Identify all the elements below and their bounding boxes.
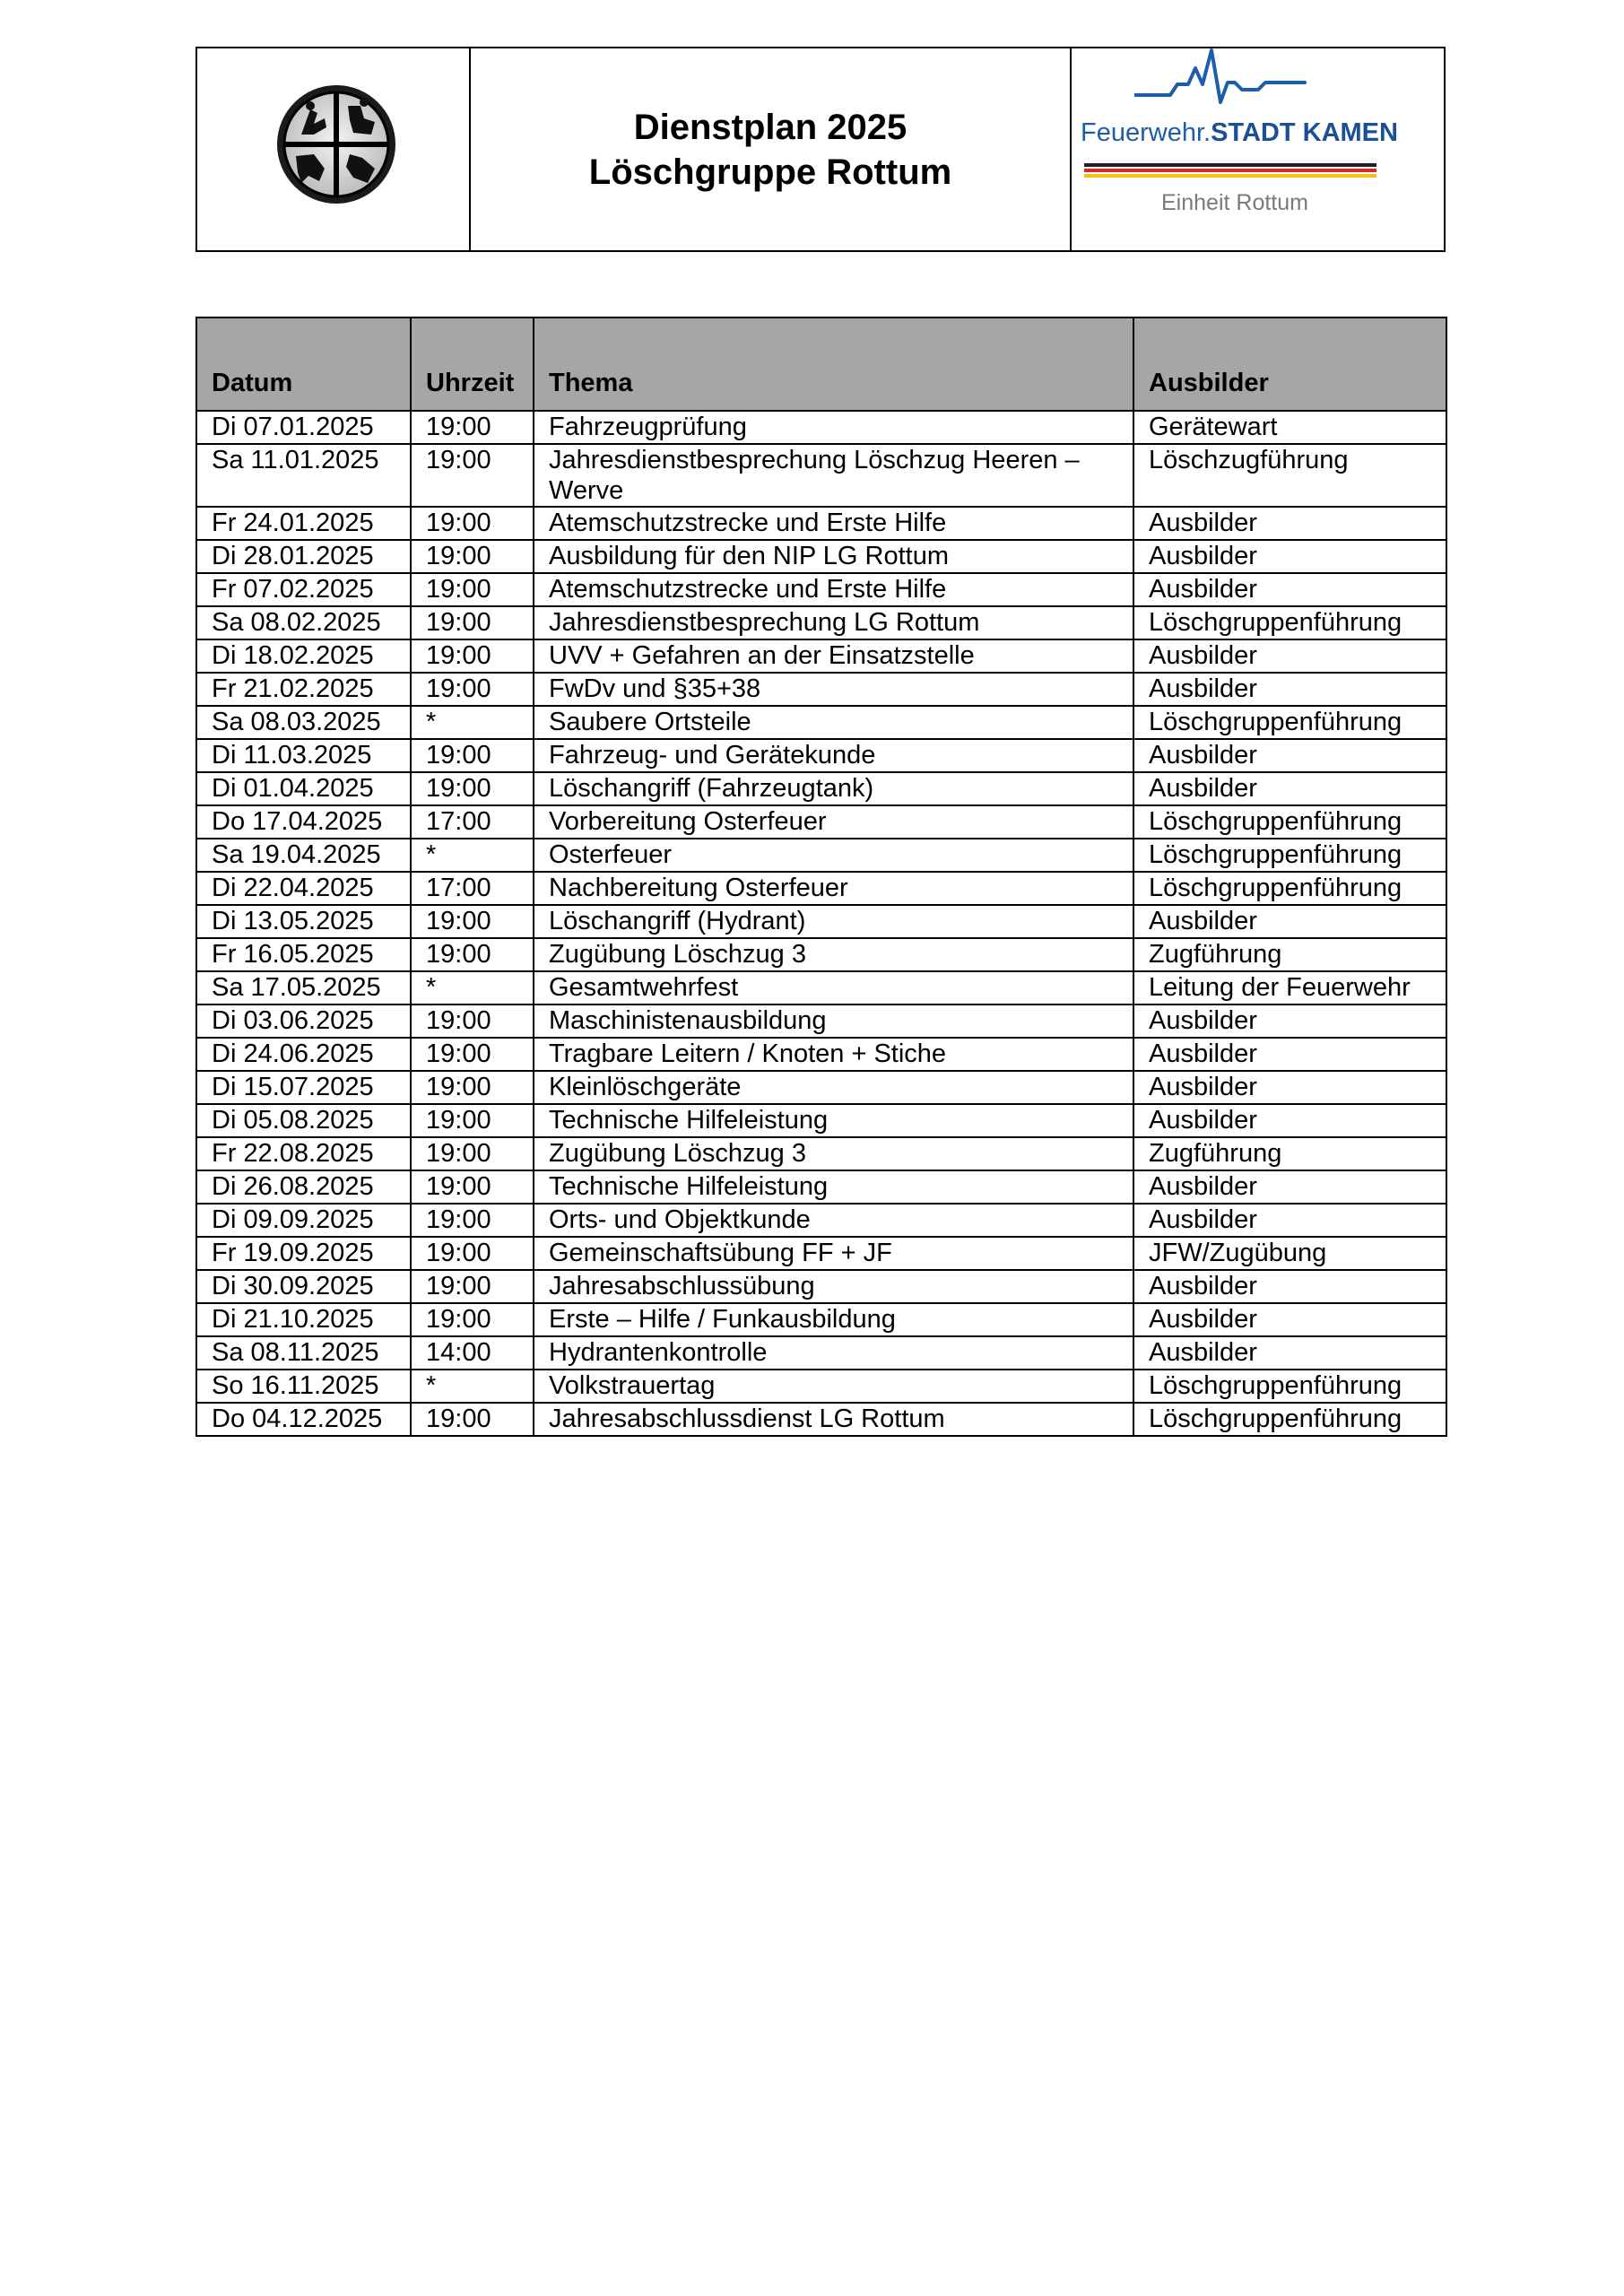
table-row bbox=[196, 772, 1446, 805]
cell-date: Di 22.04.2025 bbox=[196, 872, 411, 905]
table-row bbox=[196, 1137, 1446, 1170]
cell-date: Di 28.01.2025 bbox=[196, 540, 411, 573]
cell-trainer: Ausbilder bbox=[1133, 1038, 1446, 1071]
cell-topic: Tragbare Leitern / Knoten + Stiche bbox=[534, 1038, 1133, 1071]
table-row bbox=[196, 1104, 1446, 1137]
cell-time: 19:00 bbox=[411, 938, 534, 971]
cell-date: Di 18.02.2025 bbox=[196, 639, 411, 673]
cell-topic: Zugübung Löschzug 3 bbox=[534, 1137, 1133, 1170]
table-row bbox=[196, 444, 1446, 507]
table-row bbox=[196, 971, 1446, 1004]
cell-topic: Orts- und Objektkunde bbox=[534, 1204, 1133, 1237]
table-row bbox=[196, 1336, 1446, 1370]
cell-trainer: Ausbilder bbox=[1133, 1270, 1446, 1303]
table-row bbox=[196, 839, 1446, 872]
table-row bbox=[196, 673, 1446, 706]
column-header-trainer: Ausbilder bbox=[1133, 317, 1446, 411]
cell-topic: Maschinistenausbildung bbox=[534, 1004, 1133, 1038]
cell-time: * bbox=[411, 1370, 534, 1403]
fire-brigade-emblem-icon bbox=[274, 83, 398, 206]
table-row bbox=[196, 739, 1446, 772]
brand-logo bbox=[1072, 48, 1444, 250]
cell-trainer: Löschgruppenführung bbox=[1133, 1403, 1446, 1436]
cell-time: 19:00 bbox=[411, 1104, 534, 1137]
cell-date: Sa 17.05.2025 bbox=[196, 971, 411, 1004]
cell-topic: FwDv und §35+38 bbox=[534, 673, 1133, 706]
cell-date: Fr 21.02.2025 bbox=[196, 673, 411, 706]
cell-trainer: Leitung der Feuerwehr bbox=[1133, 971, 1446, 1004]
table-row bbox=[196, 606, 1446, 639]
cell-date: Sa 08.03.2025 bbox=[196, 706, 411, 739]
cell-trainer: Ausbilder bbox=[1133, 1004, 1446, 1038]
cell-trainer: Löschgruppenführung bbox=[1133, 1370, 1446, 1403]
cell-date: Fr 22.08.2025 bbox=[196, 1137, 411, 1170]
cell-trainer: Löschgruppenführung bbox=[1133, 805, 1446, 839]
table-row bbox=[196, 573, 1446, 606]
cell-date: Di 21.10.2025 bbox=[196, 1303, 411, 1336]
document-title: Dienstplan 2025 bbox=[633, 107, 908, 147]
table-row bbox=[196, 411, 1446, 444]
stripe-black bbox=[1084, 163, 1376, 167]
logo-unit-label: Einheit Rottum bbox=[1161, 190, 1308, 215]
cell-topic: Jahresdienstbesprechung LG Rottum bbox=[534, 606, 1133, 639]
emblem-cell bbox=[197, 48, 471, 250]
cell-time: 19:00 bbox=[411, 1270, 534, 1303]
cell-time: 19:00 bbox=[411, 606, 534, 639]
skyline-heartbeat-icon bbox=[1134, 48, 1368, 111]
logo-color-stripes bbox=[1084, 163, 1376, 176]
cell-date: Di 03.06.2025 bbox=[196, 1004, 411, 1038]
cell-trainer: Zugführung bbox=[1133, 938, 1446, 971]
cell-time: 19:00 bbox=[411, 739, 534, 772]
cell-time: 19:00 bbox=[411, 1237, 534, 1270]
cell-topic: Jahresabschlussdienst LG Rottum bbox=[534, 1403, 1133, 1436]
cell-date: Di 05.08.2025 bbox=[196, 1104, 411, 1137]
cell-date: Di 15.07.2025 bbox=[196, 1071, 411, 1104]
cell-topic: Löschangriff (Hydrant) bbox=[534, 905, 1133, 938]
logo-wordmark-strong: STADT KAMEN bbox=[1211, 118, 1398, 147]
cell-time: 19:00 bbox=[411, 540, 534, 573]
cell-time: 19:00 bbox=[411, 772, 534, 805]
cell-time: 19:00 bbox=[411, 1004, 534, 1038]
cell-trainer: Ausbilder bbox=[1133, 639, 1446, 673]
table-row bbox=[196, 1370, 1446, 1403]
cell-date: Do 17.04.2025 bbox=[196, 805, 411, 839]
table-row bbox=[196, 706, 1446, 739]
cell-topic: Gesamtwehrfest bbox=[534, 971, 1133, 1004]
table-row bbox=[196, 1071, 1446, 1104]
cell-trainer: Ausbilder bbox=[1133, 673, 1446, 706]
cell-topic: Technische Hilfeleistung bbox=[534, 1104, 1133, 1137]
cell-trainer: Löschzugführung bbox=[1133, 444, 1446, 507]
cell-topic: Ausbildung für den NIP LG Rottum bbox=[534, 540, 1133, 573]
column-header-topic: Thema bbox=[534, 317, 1133, 411]
cell-trainer: Ausbilder bbox=[1133, 540, 1446, 573]
cell-time: 19:00 bbox=[411, 411, 534, 444]
cell-date: So 16.11.2025 bbox=[196, 1370, 411, 1403]
cell-date: Di 11.03.2025 bbox=[196, 739, 411, 772]
cell-trainer: Ausbilder bbox=[1133, 573, 1446, 606]
table-row bbox=[196, 1270, 1446, 1303]
table-row bbox=[196, 1403, 1446, 1436]
cell-time: 19:00 bbox=[411, 1303, 534, 1336]
cell-trainer: Ausbilder bbox=[1133, 1336, 1446, 1370]
cell-trainer: Ausbilder bbox=[1133, 1303, 1446, 1336]
cell-topic: Jahresdienstbesprechung Löschzug Heeren – Werve bbox=[534, 444, 1133, 507]
cell-trainer: Löschgruppenführung bbox=[1133, 706, 1446, 739]
cell-date: Fr 19.09.2025 bbox=[196, 1237, 411, 1270]
cell-date: Do 04.12.2025 bbox=[196, 1403, 411, 1436]
document-subtitle: Löschgruppe Rottum bbox=[588, 152, 952, 192]
cell-trainer: Löschgruppenführung bbox=[1133, 872, 1446, 905]
cell-topic: Kleinlöschgeräte bbox=[534, 1071, 1133, 1104]
cell-date: Fr 16.05.2025 bbox=[196, 938, 411, 971]
logo-wordmark-prefix: Feuerwehr. bbox=[1081, 118, 1211, 147]
cell-time: 19:00 bbox=[411, 1038, 534, 1071]
table-header-row bbox=[196, 317, 1446, 411]
cell-topic: Volkstrauertag bbox=[534, 1370, 1133, 1403]
cell-time: 19:00 bbox=[411, 1170, 534, 1204]
cell-date: Sa 19.04.2025 bbox=[196, 839, 411, 872]
title-cell bbox=[471, 48, 1072, 250]
cell-trainer: JFW/Zugübung bbox=[1133, 1237, 1446, 1270]
cell-time: * bbox=[411, 971, 534, 1004]
logo-wordmark bbox=[1081, 118, 1439, 148]
cell-date: Di 26.08.2025 bbox=[196, 1170, 411, 1204]
cell-topic: Fahrzeug- und Gerätekunde bbox=[534, 739, 1133, 772]
cell-topic: Saubere Ortsteile bbox=[534, 706, 1133, 739]
cell-topic: Jahresabschlussübung bbox=[534, 1270, 1133, 1303]
table-row bbox=[196, 507, 1446, 540]
cell-time: 19:00 bbox=[411, 1137, 534, 1170]
cell-time: 19:00 bbox=[411, 444, 534, 507]
table-row bbox=[196, 1204, 1446, 1237]
cell-date: Di 30.09.2025 bbox=[196, 1270, 411, 1303]
cell-trainer: Ausbilder bbox=[1133, 905, 1446, 938]
schedule-table bbox=[195, 317, 1447, 1437]
cell-time: 19:00 bbox=[411, 639, 534, 673]
cell-trainer: Zugführung bbox=[1133, 1137, 1446, 1170]
table-row bbox=[196, 938, 1446, 971]
cell-topic: Nachbereitung Osterfeuer bbox=[534, 872, 1133, 905]
table-row bbox=[196, 872, 1446, 905]
cell-date: Fr 24.01.2025 bbox=[196, 507, 411, 540]
stripe-gold bbox=[1084, 174, 1376, 178]
cell-topic: Osterfeuer bbox=[534, 839, 1133, 872]
cell-trainer: Ausbilder bbox=[1133, 507, 1446, 540]
table-row bbox=[196, 1303, 1446, 1336]
cell-time: 14:00 bbox=[411, 1336, 534, 1370]
cell-date: Sa 08.11.2025 bbox=[196, 1336, 411, 1370]
cell-topic: Atemschutzstrecke und Erste Hilfe bbox=[534, 507, 1133, 540]
cell-topic: Technische Hilfeleistung bbox=[534, 1170, 1133, 1204]
cell-date: Sa 11.01.2025 bbox=[196, 444, 411, 507]
cell-time: 19:00 bbox=[411, 673, 534, 706]
cell-trainer: Ausbilder bbox=[1133, 1104, 1446, 1137]
cell-time: 19:00 bbox=[411, 1071, 534, 1104]
cell-time: * bbox=[411, 839, 534, 872]
column-header-date: Datum bbox=[196, 317, 411, 411]
cell-topic: Gemeinschaftsübung FF + JF bbox=[534, 1237, 1133, 1270]
cell-time: 17:00 bbox=[411, 805, 534, 839]
cell-date: Di 13.05.2025 bbox=[196, 905, 411, 938]
cell-trainer: Ausbilder bbox=[1133, 1170, 1446, 1204]
schedule-body bbox=[196, 411, 1446, 1436]
cell-date: Di 24.06.2025 bbox=[196, 1038, 411, 1071]
cell-topic: Atemschutzstrecke und Erste Hilfe bbox=[534, 573, 1133, 606]
stripe-red bbox=[1084, 169, 1376, 172]
cell-time: 19:00 bbox=[411, 507, 534, 540]
table-row bbox=[196, 1237, 1446, 1270]
cell-topic: Zugübung Löschzug 3 bbox=[534, 938, 1133, 971]
cell-time: 19:00 bbox=[411, 905, 534, 938]
column-header-time: Uhrzeit bbox=[411, 317, 534, 411]
table-row bbox=[196, 1038, 1446, 1071]
cell-date: Di 09.09.2025 bbox=[196, 1204, 411, 1237]
cell-topic: Löschangriff (Fahrzeugtank) bbox=[534, 772, 1133, 805]
table-row bbox=[196, 905, 1446, 938]
cell-time: 17:00 bbox=[411, 872, 534, 905]
cell-trainer: Gerätewart bbox=[1133, 411, 1446, 444]
table-row bbox=[196, 805, 1446, 839]
cell-time: 19:00 bbox=[411, 573, 534, 606]
table-row bbox=[196, 1170, 1446, 1204]
cell-topic: Hydrantenkontrolle bbox=[534, 1336, 1133, 1370]
table-row bbox=[196, 540, 1446, 573]
cell-topic: UVV + Gefahren an der Einsatzstelle bbox=[534, 639, 1133, 673]
table-row bbox=[196, 1004, 1446, 1038]
cell-trainer: Ausbilder bbox=[1133, 739, 1446, 772]
cell-topic: Erste – Hilfe / Funkausbildung bbox=[534, 1303, 1133, 1336]
cell-trainer: Ausbilder bbox=[1133, 1204, 1446, 1237]
table-row bbox=[196, 639, 1446, 673]
cell-date: Fr 07.02.2025 bbox=[196, 573, 411, 606]
document-header bbox=[195, 47, 1446, 252]
cell-date: Di 01.04.2025 bbox=[196, 772, 411, 805]
cell-trainer: Löschgruppenführung bbox=[1133, 606, 1446, 639]
cell-trainer: Löschgruppenführung bbox=[1133, 839, 1446, 872]
cell-topic: Vorbereitung Osterfeuer bbox=[534, 805, 1133, 839]
cell-time: 19:00 bbox=[411, 1204, 534, 1237]
cell-date: Di 07.01.2025 bbox=[196, 411, 411, 444]
cell-date: Sa 08.02.2025 bbox=[196, 606, 411, 639]
cell-topic: Fahrzeugprüfung bbox=[534, 411, 1133, 444]
cell-time: 19:00 bbox=[411, 1403, 534, 1436]
cell-trainer: Ausbilder bbox=[1133, 1071, 1446, 1104]
cell-time: * bbox=[411, 706, 534, 739]
cell-trainer: Ausbilder bbox=[1133, 772, 1446, 805]
